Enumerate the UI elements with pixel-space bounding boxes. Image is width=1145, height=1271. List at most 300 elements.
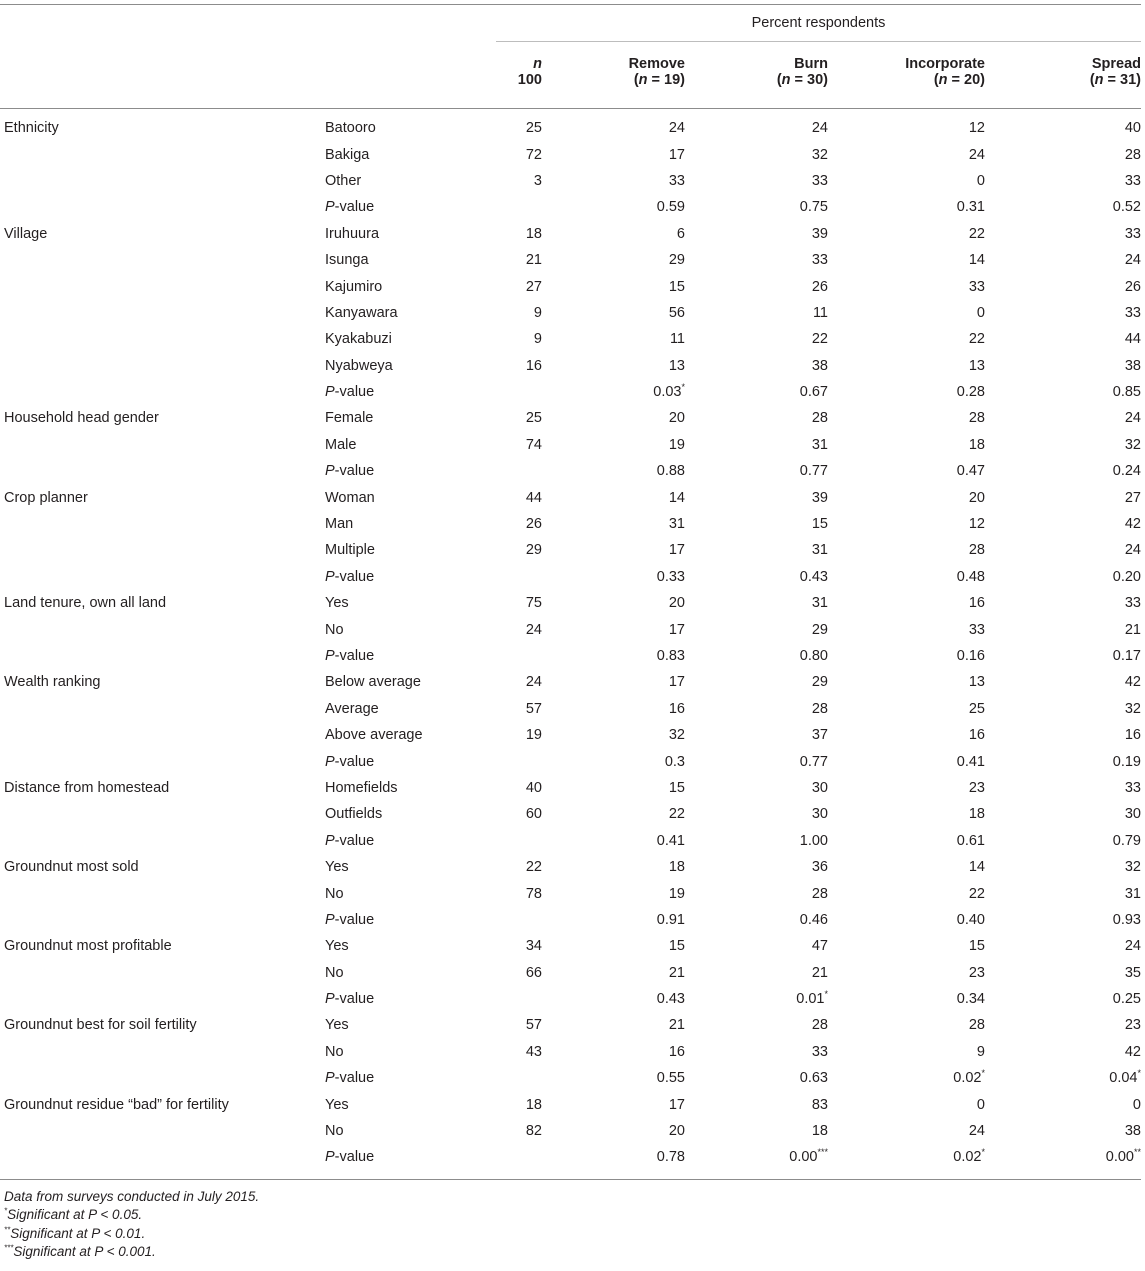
table-row xyxy=(0,907,1141,933)
row-group: Ethnicity xyxy=(4,120,59,137)
cell-incorporate: 13 xyxy=(968,357,985,374)
cell-burn: 29 xyxy=(811,674,828,691)
row-group xyxy=(0,300,318,326)
row-label: Batooro xyxy=(325,120,376,137)
cell-spread: 0.85 xyxy=(1112,384,1141,401)
row-n: 3 xyxy=(533,172,542,189)
cell-incorporate: 0.48 xyxy=(956,568,985,585)
row-group xyxy=(0,379,318,405)
row-n: 22 xyxy=(525,859,542,876)
cell-incorporate: 28 xyxy=(968,1017,985,1034)
cell-incorporate: 24 xyxy=(968,146,985,163)
footnote-sig1 xyxy=(4,1206,259,1224)
row-n: 9 xyxy=(533,331,542,348)
cell-spread: 33 xyxy=(1124,595,1141,612)
cell-burn: 26 xyxy=(811,278,828,295)
cell-incorporate: 16 xyxy=(968,727,985,744)
row-group xyxy=(0,880,318,906)
row-n: 18 xyxy=(525,225,542,242)
cell-incorporate: 0.31 xyxy=(956,199,985,216)
footnote-mark: * xyxy=(4,1206,8,1216)
cell-remove: 20 xyxy=(668,410,685,427)
table-row xyxy=(0,511,1141,537)
footnote-text: Significant at P < 0.05. xyxy=(7,1207,143,1223)
row-n: 60 xyxy=(525,806,542,823)
cell-spread: 28 xyxy=(1124,146,1141,163)
table-row xyxy=(0,722,1141,748)
cell-spread: 0.20 xyxy=(1112,568,1141,585)
cell-remove: 0.43 xyxy=(656,991,685,1008)
cell-remove: 29 xyxy=(668,252,685,269)
table-row xyxy=(0,405,1141,431)
table-row xyxy=(0,326,1141,352)
row-label: P-value xyxy=(325,463,375,480)
row-group: Land tenure, own all land xyxy=(4,595,167,612)
cell-burn: 0.80 xyxy=(799,648,828,664)
row-label: Yes xyxy=(325,1096,349,1113)
cell-spread: 0.00** xyxy=(1105,1147,1141,1166)
cell-remove: 17 xyxy=(668,674,685,691)
cell-remove: 0.33 xyxy=(656,568,685,585)
column-group-title: Percent respondents xyxy=(496,5,1141,42)
row-n: 74 xyxy=(525,436,542,453)
row-label: Man xyxy=(325,516,354,533)
cell-spread: 35 xyxy=(1124,964,1141,981)
footnote-mark: *** xyxy=(4,1243,14,1253)
cell-remove: 21 xyxy=(668,1017,685,1034)
cell-burn: 0.77 xyxy=(799,753,828,770)
row-label: P-value xyxy=(325,648,375,664)
cell-remove: 32 xyxy=(668,727,685,744)
row-label: No xyxy=(325,621,344,638)
row-n: 78 xyxy=(525,885,542,902)
cell-spread: 0.52 xyxy=(1112,199,1141,216)
cell-incorporate: 13 xyxy=(968,674,985,691)
cell-spread: 0.25 xyxy=(1112,991,1141,1008)
footnote-sig2 xyxy=(4,1225,259,1243)
cell-burn: 83 xyxy=(811,1096,828,1113)
cell-spread: 32 xyxy=(1124,859,1141,876)
row-group: Groundnut most profitable xyxy=(4,938,172,955)
row-n xyxy=(496,907,542,933)
row-n: 72 xyxy=(525,146,542,163)
cell-incorporate: 0.02* xyxy=(953,1147,985,1166)
table-row xyxy=(0,643,1141,669)
cell-burn: 33 xyxy=(811,1043,828,1060)
row-group: Groundnut most sold xyxy=(4,859,139,876)
cell-remove: 31 xyxy=(668,516,685,533)
cell-incorporate: 14 xyxy=(968,252,985,269)
col-header-remove: Remove xyxy=(628,56,685,72)
col-n-remove: (n = 19) xyxy=(542,72,685,109)
cell-spread: 0.17 xyxy=(1112,648,1141,664)
row-n: 57 xyxy=(525,1017,542,1034)
cell-remove: 15 xyxy=(668,779,685,796)
cell-remove: 19 xyxy=(668,885,685,902)
row-n: 75 xyxy=(525,595,542,612)
row-group xyxy=(0,247,318,273)
row-label: Yes xyxy=(325,1017,349,1034)
cell-remove: 0.3 xyxy=(664,753,685,770)
n-header: n xyxy=(533,56,542,72)
cell-incorporate: 0.47 xyxy=(956,463,985,480)
cell-remove: 15 xyxy=(668,278,685,295)
row-n: 29 xyxy=(525,542,542,559)
cell-burn: 18 xyxy=(811,1123,828,1140)
cell-remove: 15 xyxy=(668,938,685,955)
cell-burn: 32 xyxy=(811,146,828,163)
row-n: 16 xyxy=(525,357,542,374)
table-row xyxy=(0,564,1141,590)
row-label: P-value xyxy=(325,832,375,849)
row-group: Wealth ranking xyxy=(4,674,101,691)
row-group: Groundnut best for soil fertility xyxy=(4,1017,197,1034)
cell-burn: 0.75 xyxy=(799,199,828,216)
row-n: 34 xyxy=(525,938,542,955)
row-n: 25 xyxy=(525,120,542,137)
cell-remove: 6 xyxy=(676,225,685,242)
table-row xyxy=(0,801,1141,827)
cell-burn: 39 xyxy=(811,225,828,242)
cell-incorporate: 23 xyxy=(968,779,985,796)
row-n xyxy=(496,379,542,405)
cell-burn: 38 xyxy=(811,357,828,374)
row-n: 82 xyxy=(525,1123,542,1140)
cell-spread: 23 xyxy=(1124,1017,1141,1034)
cell-remove: 17 xyxy=(668,621,685,638)
cell-burn: 1.00 xyxy=(799,832,828,849)
table-footnotes xyxy=(4,1188,259,1261)
cell-spread: 33 xyxy=(1124,304,1141,321)
row-n xyxy=(496,194,542,220)
table-row xyxy=(0,616,1141,642)
cell-remove: 0.83 xyxy=(656,648,685,664)
cell-remove: 16 xyxy=(668,700,685,717)
row-group xyxy=(0,1144,318,1170)
cell-incorporate: 12 xyxy=(968,516,985,533)
row-group xyxy=(0,432,318,458)
cell-remove: 0.03* xyxy=(653,382,685,401)
cell-spread: 16 xyxy=(1124,727,1141,744)
row-group xyxy=(0,748,318,774)
cell-remove: 0.78 xyxy=(656,1149,685,1166)
cell-incorporate: 0.16 xyxy=(956,648,985,664)
cell-burn: 0.46 xyxy=(799,911,828,928)
row-label: Kyakabuzi xyxy=(325,331,392,348)
cell-burn: 0.63 xyxy=(799,1070,828,1087)
cell-remove: 17 xyxy=(668,146,685,163)
cell-spread: 30 xyxy=(1124,806,1141,823)
cell-incorporate: 0.40 xyxy=(956,911,985,928)
table-row xyxy=(0,1039,1141,1065)
row-group: Village xyxy=(4,225,48,242)
cell-incorporate: 28 xyxy=(968,410,985,427)
row-n: 18 xyxy=(525,1096,542,1113)
cell-incorporate: 22 xyxy=(968,885,985,902)
cell-burn: 15 xyxy=(811,516,828,533)
row-label: Below average xyxy=(325,674,421,691)
row-group xyxy=(0,696,318,722)
cell-incorporate: 0 xyxy=(976,1096,985,1113)
footnote-sig3 xyxy=(4,1243,259,1261)
cell-remove: 0.91 xyxy=(656,911,685,928)
cell-incorporate: 0.28 xyxy=(956,384,985,401)
row-group xyxy=(0,960,318,986)
table-row xyxy=(0,458,1141,484)
row-label: Outfields xyxy=(325,806,383,823)
cell-burn: 0.67 xyxy=(799,384,828,401)
cell-incorporate: 0 xyxy=(976,172,985,189)
footnote-source: Data from surveys conducted in July 2015. xyxy=(4,1189,260,1204)
cell-remove: 17 xyxy=(668,542,685,559)
cell-spread: 27 xyxy=(1124,489,1141,506)
row-group xyxy=(0,643,318,669)
row-group xyxy=(0,616,318,642)
row-group xyxy=(0,907,318,933)
cell-burn: 36 xyxy=(811,859,828,876)
row-group xyxy=(0,353,318,379)
row-label: Homefields xyxy=(325,779,398,796)
row-n xyxy=(496,748,542,774)
row-n: 44 xyxy=(525,489,542,506)
cell-incorporate: 20 xyxy=(968,489,985,506)
col-n-burn: (n = 30) xyxy=(685,72,828,109)
row-label: P-value xyxy=(325,753,375,770)
footnote-text: Significant at P < 0.001. xyxy=(13,1243,156,1259)
row-n: 27 xyxy=(525,278,542,295)
row-group xyxy=(0,1065,318,1091)
row-n: 19 xyxy=(525,727,542,744)
cell-spread: 24 xyxy=(1124,542,1141,559)
cell-burn: 11 xyxy=(812,304,828,321)
table-row xyxy=(0,1118,1141,1144)
row-group xyxy=(0,828,318,854)
cell-spread: 32 xyxy=(1124,436,1141,453)
table-row xyxy=(0,1065,1141,1091)
col-n-incorporate: (n = 20) xyxy=(828,72,985,109)
cell-burn: 28 xyxy=(811,1017,828,1034)
row-label: Kanyawara xyxy=(325,304,398,321)
n-total: 100 xyxy=(496,72,542,109)
cell-burn: 30 xyxy=(811,806,828,823)
cell-spread: 42 xyxy=(1124,1043,1141,1060)
col-header-incorporate: Incorporate xyxy=(905,56,985,72)
row-group xyxy=(0,326,318,352)
cell-incorporate: 12 xyxy=(968,120,985,137)
cell-burn: 33 xyxy=(811,252,828,269)
table-row xyxy=(0,115,1141,141)
row-label: Isunga xyxy=(325,252,369,269)
row-label: Kajumiro xyxy=(325,278,383,295)
cell-burn: 47 xyxy=(811,938,828,955)
cell-spread: 38 xyxy=(1124,357,1141,374)
cell-burn: 31 xyxy=(811,542,828,559)
row-n xyxy=(496,1144,542,1170)
row-n: 9 xyxy=(533,304,542,321)
cell-remove: 19 xyxy=(668,436,685,453)
cell-spread: 0 xyxy=(1132,1096,1141,1113)
results-table xyxy=(0,4,1141,1180)
cell-spread: 44 xyxy=(1124,331,1141,348)
row-label: Other xyxy=(325,172,362,189)
row-n: 57 xyxy=(525,700,542,717)
row-n: 21 xyxy=(525,252,542,269)
cell-burn: 0.77 xyxy=(799,463,828,480)
row-n: 24 xyxy=(525,621,542,638)
cell-spread: 0.93 xyxy=(1112,911,1141,928)
cell-incorporate: 22 xyxy=(968,331,985,348)
table-row xyxy=(0,1144,1141,1170)
cell-spread: 42 xyxy=(1124,516,1141,533)
cell-burn: 29 xyxy=(811,621,828,638)
footnote-mark: ** xyxy=(4,1225,11,1235)
row-label: No xyxy=(325,964,344,981)
row-label: Nyabweya xyxy=(325,357,393,374)
row-group: Groundnut residue “bad” for fertility xyxy=(4,1096,229,1113)
cell-incorporate: 0.02* xyxy=(953,1068,985,1087)
table-row xyxy=(0,775,1141,801)
cell-spread: 0.04* xyxy=(1109,1068,1141,1087)
cell-spread: 38 xyxy=(1124,1123,1141,1140)
cell-incorporate: 14 xyxy=(968,859,985,876)
row-label: Female xyxy=(325,410,374,427)
cell-spread: 24 xyxy=(1124,938,1141,955)
cell-incorporate: 15 xyxy=(968,938,985,955)
table-row xyxy=(0,854,1141,880)
cell-spread: 40 xyxy=(1124,120,1141,137)
row-label: Multiple xyxy=(325,542,375,559)
row-label: No xyxy=(325,1123,344,1140)
cell-remove: 33 xyxy=(668,172,685,189)
row-label: No xyxy=(325,885,344,902)
cell-incorporate: 18 xyxy=(968,436,985,453)
table-row xyxy=(0,353,1141,379)
cell-remove: 0.88 xyxy=(656,463,685,480)
col-n-spread: (n = 31) xyxy=(985,72,1141,109)
cell-spread: 33 xyxy=(1124,172,1141,189)
row-group xyxy=(0,458,318,484)
row-group xyxy=(0,511,318,537)
table-row xyxy=(0,300,1141,326)
cell-remove: 16 xyxy=(668,1043,685,1060)
cell-spread: 21 xyxy=(1124,621,1141,638)
cell-spread: 0.79 xyxy=(1112,832,1141,849)
row-label: P-value xyxy=(325,1070,375,1087)
table-row xyxy=(0,537,1141,563)
row-n xyxy=(496,1065,542,1091)
col-header-burn: Burn xyxy=(794,56,828,72)
table-row xyxy=(0,247,1141,273)
cell-remove: 14 xyxy=(668,489,685,506)
row-label: P-value xyxy=(325,199,375,216)
cell-burn: 22 xyxy=(811,331,828,348)
cell-burn: 31 xyxy=(811,436,828,453)
table-row xyxy=(0,221,1141,247)
table-row xyxy=(0,696,1141,722)
row-label: Yes xyxy=(325,859,349,876)
cell-spread: 33 xyxy=(1124,779,1141,796)
row-n: 43 xyxy=(525,1043,542,1060)
row-group xyxy=(0,986,318,1012)
table-row xyxy=(0,141,1141,167)
cell-burn: 28 xyxy=(811,700,828,717)
cell-incorporate: 0 xyxy=(976,304,985,321)
cell-remove: 13 xyxy=(668,357,685,374)
table-row xyxy=(0,960,1141,986)
cell-remove: 24 xyxy=(668,120,685,137)
row-n xyxy=(496,564,542,590)
table-row xyxy=(0,986,1141,1012)
table-row xyxy=(0,933,1141,959)
cell-remove: 11 xyxy=(669,331,685,348)
cell-incorporate: 18 xyxy=(968,806,985,823)
table-row xyxy=(0,194,1141,220)
table-body xyxy=(0,115,1141,1171)
row-label: P-value xyxy=(325,568,375,585)
row-label: Bakiga xyxy=(325,146,370,163)
row-label: Yes xyxy=(325,938,349,955)
cell-incorporate: 28 xyxy=(968,542,985,559)
cell-burn: 0.01* xyxy=(796,989,828,1008)
row-label: P-value xyxy=(325,911,375,928)
cell-incorporate: 23 xyxy=(968,964,985,981)
row-label: No xyxy=(325,1043,344,1060)
table-row xyxy=(0,669,1141,695)
cell-burn: 28 xyxy=(811,410,828,427)
cell-burn: 21 xyxy=(811,964,828,981)
row-label: Male xyxy=(325,436,357,453)
cell-remove: 0.41 xyxy=(656,832,685,849)
row-n xyxy=(496,828,542,854)
cell-remove: 0.59 xyxy=(656,199,685,216)
cell-spread: 31 xyxy=(1124,885,1141,902)
row-n: 25 xyxy=(525,410,542,427)
cell-burn: 30 xyxy=(811,779,828,796)
table-row xyxy=(0,273,1141,299)
row-n xyxy=(496,458,542,484)
row-group: Crop planner xyxy=(4,489,88,506)
row-label: Woman xyxy=(325,489,375,506)
cell-incorporate: 16 xyxy=(968,595,985,612)
table-row xyxy=(0,1012,1141,1038)
row-group: Household head gender xyxy=(4,410,159,427)
footnote-text: Significant at P < 0.01. xyxy=(10,1225,146,1241)
cell-burn: 39 xyxy=(811,489,828,506)
row-label: Iruhuura xyxy=(325,225,380,242)
cell-spread: 42 xyxy=(1124,674,1141,691)
row-group xyxy=(0,1118,318,1144)
row-group xyxy=(0,537,318,563)
row-group xyxy=(0,1039,318,1065)
cell-burn: 0.00*** xyxy=(789,1147,828,1166)
row-label: Average xyxy=(325,700,379,717)
table-row xyxy=(0,880,1141,906)
cell-incorporate: 0.41 xyxy=(956,753,985,770)
cell-spread: 24 xyxy=(1124,410,1141,427)
cell-incorporate: 33 xyxy=(968,278,985,295)
table-row xyxy=(0,1091,1141,1117)
cell-incorporate: 33 xyxy=(968,621,985,638)
row-group: Distance from homestead xyxy=(4,779,170,796)
cell-remove: 18 xyxy=(668,859,685,876)
row-label: P-value xyxy=(325,384,375,401)
cell-remove: 56 xyxy=(668,304,685,321)
cell-incorporate: 0.34 xyxy=(956,991,985,1008)
cell-remove: 0.55 xyxy=(656,1070,685,1087)
row-label: Above average xyxy=(325,727,423,744)
cell-incorporate: 24 xyxy=(968,1123,985,1140)
cell-remove: 22 xyxy=(668,806,685,823)
